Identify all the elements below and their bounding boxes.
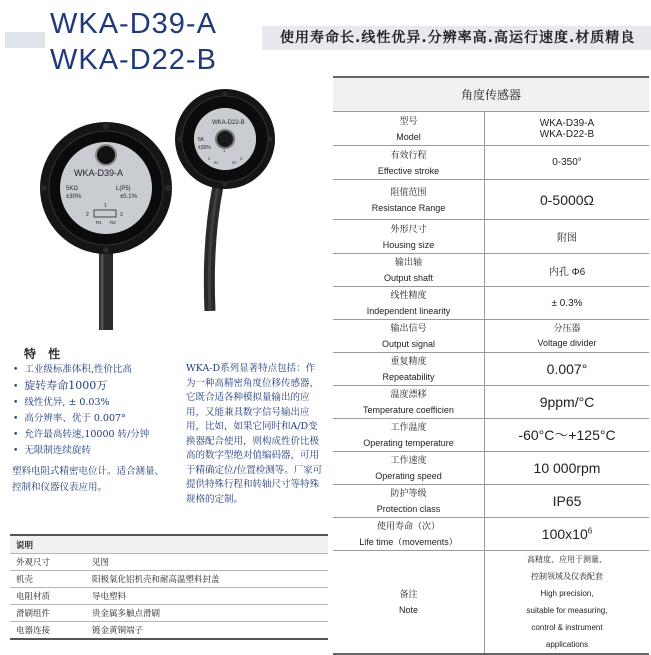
spec-value-speed: 10 000rpm [485,452,650,485]
spec-label-protection: 防护等级 Protection class [333,485,485,518]
spec-value-protection: IP65 [485,485,650,518]
spec-value-resistance: 0-5000Ω [485,180,650,220]
table-value: 贵金属多触点滑刷 [86,605,328,622]
feature-item: • 旋转寿命1000万 [13,378,178,395]
spec-label-resistance: 阻值范围 Resistance Range [333,180,485,220]
spec-value-shaft: 内孔 Φ6 [485,254,650,287]
sensor-b-pin1: 1 [223,148,226,153]
sensor-b-label: WKA-D22-B [212,120,245,126]
spec-value-temp-coef: 9ppm/°C [485,386,650,419]
spec-value-note: 高精度、应用于测量、 控制领域及仪表配套 High precision, suitable for measuring, control & instrument applications [485,551,650,655]
feature-item: • 无限制连续旋转 [13,443,178,459]
sensor-a-tolerance: ±30% [66,194,82,200]
spec-label-temp-coef: 温度漂移 Temperature coefficien [333,386,485,419]
spec-label-output: 输出信号 Output signal [333,320,485,353]
spec-label-stroke: 有效行程 Effective stroke [333,146,485,180]
sensor-b-r2: R2 [232,161,237,165]
sensor-b-tolerance: ±30% [198,145,211,151]
sensor-a-linearity: L(P5) [116,186,131,192]
table-value: 见图 [86,554,328,571]
feature-item: • 高分辨率、优于 0.007° [13,411,178,427]
description-table [10,534,328,640]
features-list [13,362,178,459]
feature-item: • 线性优异, ± 0.03% [13,395,178,411]
sensor-a-pin2: 2 [86,212,89,218]
spec-table [333,76,649,655]
sensor-a-r1: R1 [96,220,102,225]
table-key: 电阻材质 [10,588,86,605]
spec-value-model: WKA-D39-A WKA-D22-B [485,112,650,146]
spec-value-housing: 附图 [485,220,650,254]
sensor-a-pin3: 3 [120,212,123,218]
table-key: 滑刷组件 [10,605,86,622]
model-title-b: WKA-D22-B [50,44,217,76]
features-title: 特 性 [24,347,65,361]
sensor-a-pin1: 1 [104,203,107,209]
table-key: 外观尺寸 [10,554,86,571]
sensor-a-linearity-value: ±0.1% [120,194,137,200]
spec-table-title: 角度传感器 [333,77,649,112]
sensor-b-pin2: 2 [208,156,211,161]
feature-item: • 允许最高转速,10000 转/分钟 [13,427,178,443]
spec-label-note: 备注 Note [333,551,485,655]
spec-value-linearity: ± 0.3% [485,287,650,320]
table-value: 阳极氧化铝机壳和耐高温塑料封盖 [86,571,328,588]
description-table-title: 说明 [10,535,328,554]
sensor-b-pin3: 3 [240,156,243,161]
spec-label-model: 型号 Model [333,112,485,146]
feature-item: • 工业级标准体积,性价比高 [13,362,178,378]
spec-value-op-temp: -60°C～+125°C [485,419,650,452]
model-title-a: WKA-D39-A [50,8,217,40]
series-description: WKA-D系列显著特点包括：作为一种高精密角度位移传感器，它既合适各种模拟量输出的应用，又能兼具数字信号输出应用，比如，如果它同时和A/D变换器配合使用，则构成性价比极高的数字型绝对值编码器，可用于精确定位/位置检测等。厂家可提供特殊行程和转轴尺寸等特殊规格的定制。 [186,363,323,505]
sensor-a-image [36,110,176,330]
resistor-description: 塑料电阻式精密电位计。适合测量、控制和仪器仪表应用。 [12,466,165,493]
spec-label-linearity: 线性精度 Independent linearity [333,287,485,320]
spec-value-stroke: 0-350° [485,146,650,180]
spec-label-life: 使用寿命（次） Life time（movements） [333,518,485,551]
sensor-a-label: WKA-D39-A [74,168,124,178]
sensor-b-image [168,86,280,311]
spec-value-life: $100x10^6$ [485,518,650,551]
sensor-b-r1: R1 [214,161,219,165]
spec-label-shaft: 输出轴 Output shaft [333,254,485,287]
sensor-b-resistance: 5K [198,137,205,143]
table-key: 电器连接 [10,622,86,640]
spec-label-op-temp: 工作温度 Operating temperature [333,419,485,452]
spec-value-output: 分压器 Voltage divider [485,320,650,353]
spec-label-housing: 外形尺寸 Housing size [333,220,485,254]
table-value: 导电塑料 [86,588,328,605]
header-accent-bar [5,32,45,48]
spec-label-repeatability: 重复精度 Repeatability [333,353,485,386]
table-key: 机壳 [10,571,86,588]
tagline: 使用寿命长.线性优异.分辨率高.高运行速度.材质精良 [280,30,636,46]
spec-value-repeatability: 0.007° [485,353,650,386]
spec-label-speed: 工作速度 Operating speed [333,452,485,485]
sensor-a-r2: R2 [110,220,116,225]
sensor-a-resistance: 5KΩ [66,186,78,192]
table-value: 镀金黄铜端子 [86,622,328,640]
